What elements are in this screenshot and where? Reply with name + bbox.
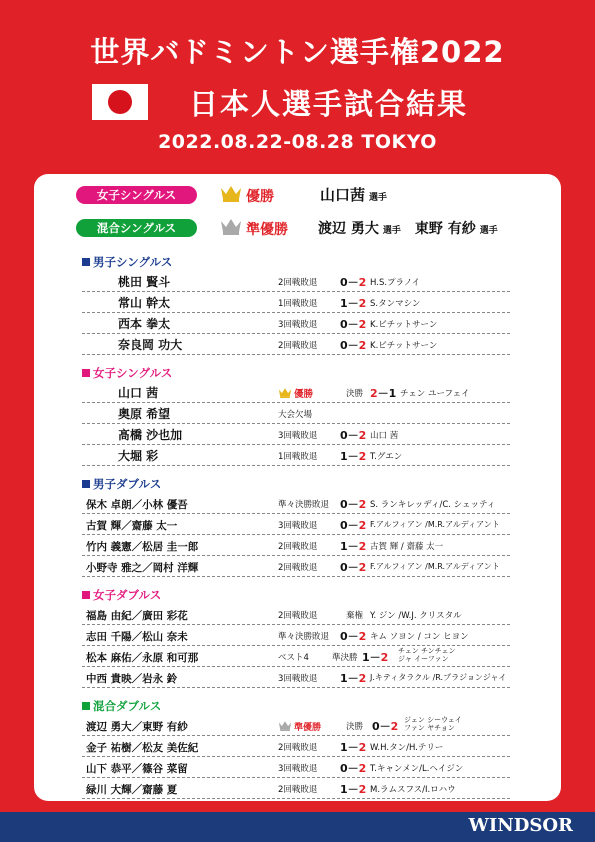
player-name: 髙橋 沙也加	[118, 428, 183, 442]
table-row	[82, 625, 510, 646]
round: 3回戦敗退	[278, 764, 318, 774]
score: 1－2	[340, 741, 367, 754]
opponent: S. ランキレッディ/C. シェッティ	[370, 500, 496, 510]
opponent: T.グエン	[370, 452, 403, 462]
round: 大会欠場	[278, 410, 313, 420]
table-row	[82, 667, 510, 688]
table-row	[82, 535, 510, 556]
score: 0－2	[340, 318, 367, 331]
player-name: 志田 千陽／松山 奈未	[86, 631, 188, 643]
badge-womens-singles: 女子シングルス	[76, 186, 197, 204]
opponent: M.ラムスフス/I.ロハウ	[370, 785, 456, 795]
table-row	[82, 715, 510, 736]
table-row	[82, 514, 510, 535]
player-name: 福島 由紀／廣田 彩花	[86, 610, 188, 622]
silver-crown-icon	[278, 720, 292, 731]
round: 2回戦敗退	[278, 743, 318, 753]
xd-finalists: 渡辺 勇大 選手 東野 有紗 選手	[318, 221, 498, 237]
opponent: キム ソヨン / コン ヒヨン	[370, 632, 469, 642]
round: ベスト4	[278, 653, 309, 663]
status: 棄権	[346, 611, 364, 621]
ws-champion: 山口茜 選手	[320, 186, 388, 204]
round: 3回戦敗退	[278, 320, 318, 330]
round: 1回戦敗退	[278, 299, 318, 309]
player-name: 奈良岡 功大	[118, 338, 183, 352]
table-row	[82, 313, 510, 334]
score: 0－2	[340, 339, 367, 352]
gold-crown-icon	[278, 387, 292, 398]
main-title: 世界バドミントン選手権2022	[90, 35, 505, 69]
opponent: K.ビチットサーン	[370, 341, 438, 351]
score: 0－2	[340, 519, 367, 532]
opponent: S.タンマシン	[370, 299, 421, 309]
opponent: J.キティタラクル /R.プラジョンジャイ	[370, 673, 507, 682]
table-row	[82, 757, 510, 778]
score: 2－1	[370, 387, 397, 400]
round: 2回戦敗退	[278, 341, 318, 351]
section-womens-doubles: 女子ダブルス	[82, 587, 161, 603]
player-name: 渡辺 勇大／東野 有紗	[86, 721, 188, 733]
table-row	[82, 556, 510, 577]
silver-crown-icon	[220, 217, 242, 235]
score: 0－2	[340, 276, 367, 289]
section-mens-doubles: 男子ダブルス	[82, 476, 161, 492]
event-dates: 2022.08.22-08.28 TOKYO	[158, 131, 437, 153]
round: 2回戦敗退	[278, 563, 318, 573]
player-name: 金子 祐樹／松友 美佐紀	[86, 742, 199, 754]
player-name: 大堀 彩	[118, 449, 159, 463]
section-womens-singles: 女子シングルス	[82, 365, 172, 381]
round: 3回戦敗退	[278, 674, 318, 684]
player-name: 山口 茜	[118, 386, 159, 400]
round: 3回戦敗退	[278, 521, 318, 531]
table-row	[82, 292, 510, 313]
player-name: 常山 幹太	[118, 296, 171, 310]
player-name: 西本 拳太	[118, 317, 171, 331]
opponent: 古賀 輝 / 齋藤 太一	[370, 542, 444, 552]
opponent: W.H.タン/H.テリー	[370, 743, 444, 753]
section-mixed-doubles: 混合ダブルス	[82, 698, 161, 714]
score: 0－2	[340, 561, 367, 574]
player-name: 竹内 義憲／松居 圭一郎	[86, 541, 199, 553]
gold-crown-icon	[220, 184, 242, 202]
ws-result: 優勝	[246, 189, 274, 205]
round: 1回戦敗退	[278, 452, 318, 462]
player-name: 保木 卓朗／小林 優吾	[86, 499, 188, 511]
round: 準々決勝敗退	[278, 500, 330, 510]
footer-bar	[0, 812, 595, 842]
round: 準優勝	[294, 723, 322, 733]
round: 2回戦敗退	[278, 278, 318, 288]
score: 0－2	[340, 630, 367, 643]
score: 0－2	[340, 429, 367, 442]
score: 1－2	[340, 540, 367, 553]
round: 優勝	[294, 389, 314, 400]
table-row	[82, 778, 510, 799]
round: 2回戦敗退	[278, 611, 318, 621]
table-row	[82, 646, 510, 667]
player-name: 奥原 希望	[118, 407, 171, 421]
final-label: 決勝	[346, 722, 364, 732]
final-label: 決勝	[346, 389, 364, 399]
opponent: F.アルフィアン /M.R.アルディアント	[370, 520, 500, 529]
opponent: チェン ユーフェイ	[400, 389, 470, 399]
player-name: 桃田 賢斗	[118, 275, 171, 289]
table-row	[82, 382, 510, 403]
player-name: 小野寺 雅之／岡村 洋輝	[86, 562, 199, 574]
score: 1－2	[340, 672, 367, 685]
table-row	[82, 334, 510, 355]
score: 1－2	[340, 450, 367, 463]
windsor-logo: WINDSOR	[468, 815, 573, 836]
opponent: K.ビチットサーン	[370, 320, 438, 330]
section-mens-singles: 男子シングルス	[82, 254, 172, 270]
round: 2回戦敗退	[278, 785, 318, 795]
xd-result: 準優勝	[246, 222, 288, 238]
opponent: Y. ジン /W.J. クリスタル	[370, 611, 462, 621]
table-row	[82, 736, 510, 757]
score: 1－2	[340, 783, 367, 796]
round: 準々決勝敗退	[278, 632, 330, 642]
opponent: T.キャンメン/L.ヘイジン	[370, 764, 464, 774]
table-row	[82, 424, 510, 445]
player-name: 中西 貴映／岩永 鈴	[86, 673, 178, 685]
opponent: 山口 茜	[370, 431, 399, 441]
results-card	[34, 174, 561, 801]
table-row	[82, 403, 510, 424]
score: 0－2	[340, 498, 367, 511]
status: 準決勝	[332, 653, 358, 663]
table-row	[82, 604, 510, 625]
table-row	[82, 271, 510, 292]
player-name: 松本 麻佑／永原 和可那	[86, 652, 199, 664]
table-row	[82, 445, 510, 466]
score: 0－2	[340, 762, 367, 775]
player-name: 山下 恭平／篠谷 菜留	[86, 763, 188, 775]
player-name: 古賀 輝／齋藤 太一	[86, 520, 178, 532]
opponent: H.S.プラノイ	[370, 278, 421, 288]
opponent: F.アルフィアン /M.R.アルディアント	[370, 562, 500, 571]
round: 3回戦敗退	[278, 431, 318, 441]
opponent: チェン チンチェン ジャ イーファン	[398, 647, 456, 663]
score: 1－2	[362, 651, 389, 664]
opponent: ジェン シーウェイ ファン ヤチョン	[404, 716, 462, 732]
player-name: 緑川 大輝／齋藤 夏	[86, 784, 178, 796]
score: 1－2	[340, 297, 367, 310]
badge-mixed: 混合シングルス	[76, 219, 197, 237]
round: 2回戦敗退	[278, 542, 318, 552]
table-row	[82, 493, 510, 514]
score: 0－2	[372, 720, 399, 733]
subtitle: 日本人選手試合結果	[188, 87, 468, 121]
